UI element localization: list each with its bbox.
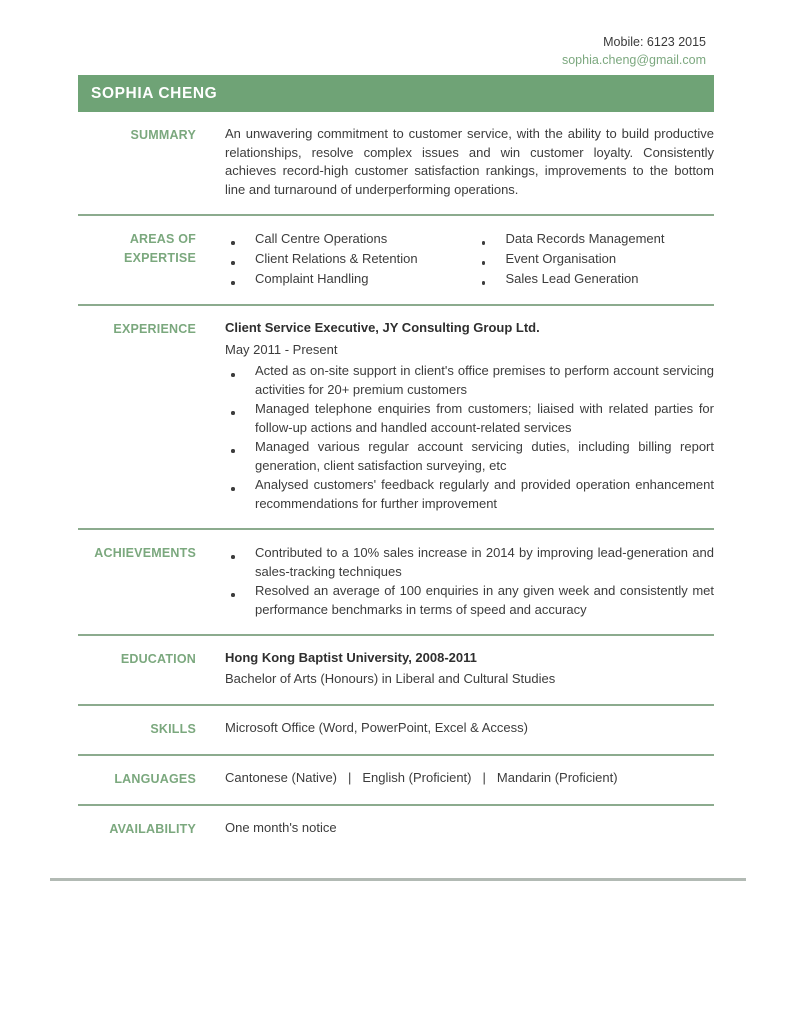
language-item: Mandarin (Proficient) [496,769,618,785]
bullet-icon [225,249,255,269]
list-item: Data Records Management [476,229,715,249]
list-item: Managed various regular account servicing duties, including billing report generation, client satisfaction surveying, etc [225,438,714,475]
education-degree: Bachelor of Arts (Honours) in Liberal and Cultural Studies [225,671,556,686]
bullet-icon [225,544,255,581]
email-address: sophia.cheng@gmail.com [561,52,706,67]
section-languages [78,754,714,804]
expertise-column-1 [225,229,470,289]
bullet-icon [476,229,506,249]
list-item: Contributed to a 10% sales increase in 2014 by improving lead-generation and sales-tracking techniques [225,544,714,581]
list-item: Acted as on-site support in client's office premises to perform account servicing activities for 20+ premium customers [225,362,714,399]
list-item: Analysed customers' feedback regularly and provided operation enhancement recommendations for further improvement [225,476,714,513]
job-title: Client Service Executive, JY Consulting Group Ltd. [225,320,540,335]
section-skills [78,704,714,754]
candidate-name: SOPHIA CHENG [91,85,218,102]
footer-divider [50,878,746,881]
list-item: Call Centre Operations [225,229,470,249]
list-item: Managed telephone enquiries from customers; liaised with related parties for follow-up actions and handled account-related services [225,400,714,437]
resume-sections [78,112,714,854]
achievements-bullet-list [225,544,714,619]
list-item: Event Organisation [476,249,715,269]
expertise-columns [225,229,714,289]
mobile-number: Mobile: 6123 2015 [603,35,706,49]
section-availability [78,804,714,854]
education-school: Hong Kong Baptist University, 2008-2011 [225,650,477,665]
section-label-expertise: AREAS OF EXPERTISE [124,232,196,265]
bullet-icon [476,269,506,289]
section-summary [78,112,714,214]
experience-bullet-list [225,362,714,513]
bullet-icon [225,582,255,619]
expertise-column-2 [470,229,715,289]
section-label-languages: LANGUAGES [114,771,196,786]
language-separator: | [482,769,486,785]
name-banner [78,75,714,112]
bullet-icon [225,269,255,289]
bullet-icon [476,249,506,269]
list-item: Sales Lead Generation [476,269,715,289]
language-item: English (Proficient) [362,769,472,785]
job-dates: May 2011 - Present [225,341,338,357]
section-expertise [78,214,714,304]
summary-text: An unwavering commitment to customer service, with the ability to build productive relationships, resolve complex issues and win customer loyalty. Consistently achieves record-high customer satisfaction rankings, improvements to the bottom line and turnaround of underperforming operations. [225,126,714,197]
section-label-availability: AVAILABILITY [109,821,196,836]
bullet-icon [225,229,255,249]
section-label-experience: EXPERIENCE [113,322,196,336]
section-achievements [78,528,714,634]
section-label-summary: SUMMARY [130,128,196,142]
bullet-icon [225,362,255,399]
bullet-icon [225,438,255,475]
list-item: Resolved an average of 100 enquiries in any given week and consistently met performance benchmarks in terms of speed and accuracy [225,582,714,619]
section-education [78,634,714,704]
language-separator: | [348,769,352,785]
languages-line [225,769,714,789]
skills-text: Microsoft Office (Word, PowerPoint, Excel & Access) [225,719,528,735]
contact-block [562,34,706,69]
list-item: Client Relations & Retention [225,249,470,269]
section-label-education: EDUCATION [120,652,196,666]
section-label-achievements: ACHIEVEMENTS [94,546,196,560]
availability-text: One month's notice [225,819,337,835]
section-experience [78,304,714,528]
bullet-icon [225,476,255,513]
list-item: Complaint Handling [225,269,470,289]
section-label-skills: SKILLS [150,721,196,736]
bullet-icon [225,400,255,437]
language-item: Cantonese (Native) [225,769,337,785]
